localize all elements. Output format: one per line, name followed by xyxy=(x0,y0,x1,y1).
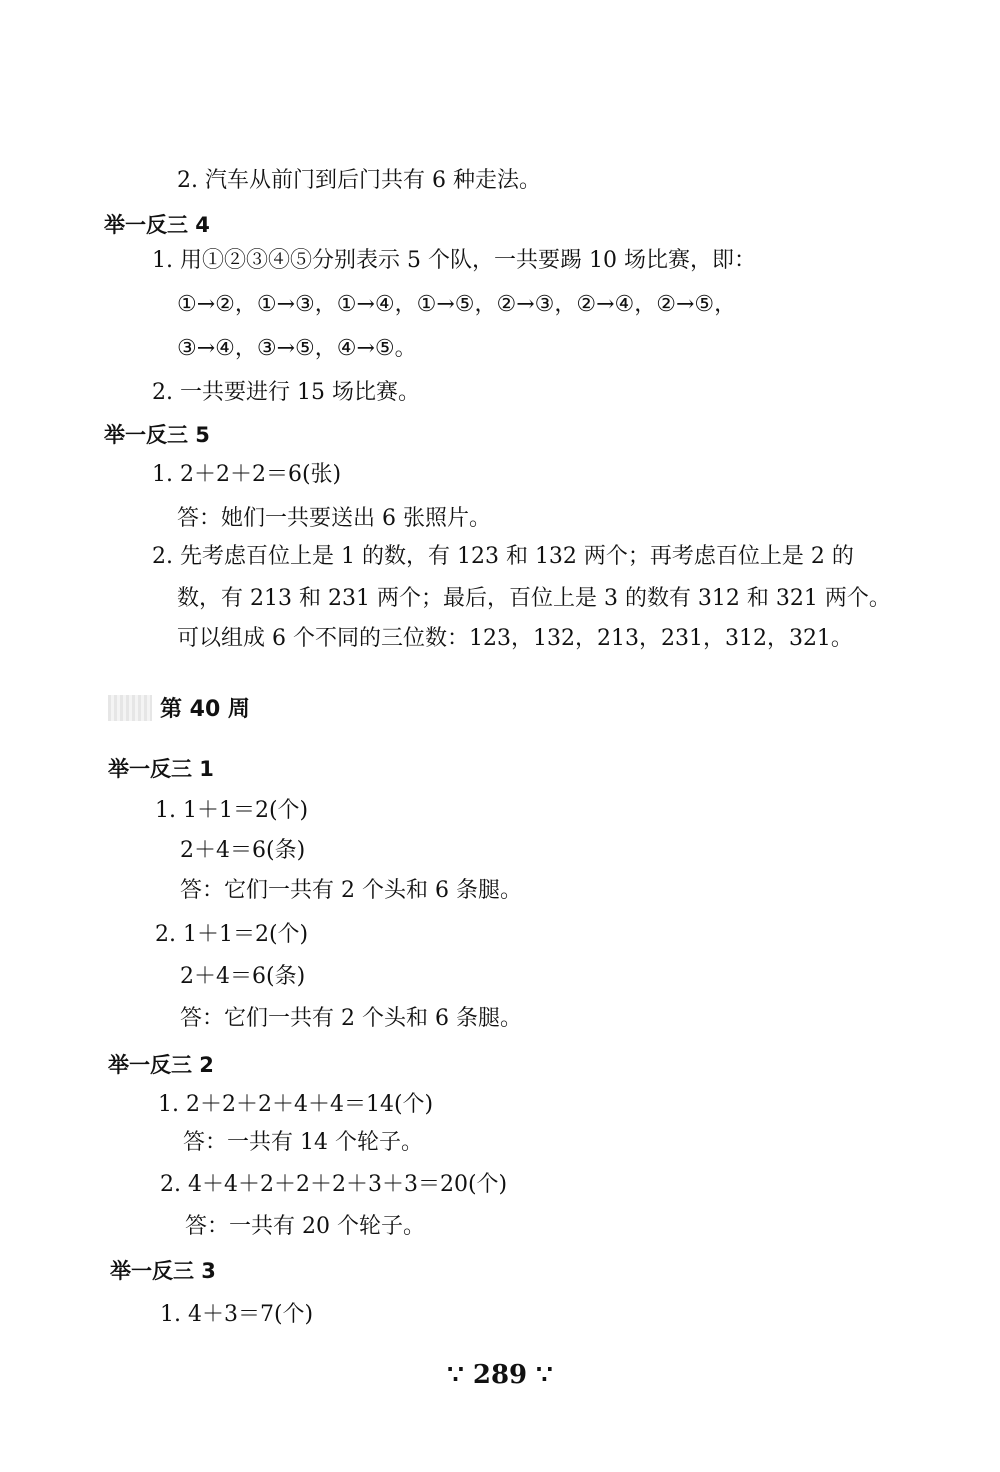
week-heading xyxy=(108,692,250,723)
text-line: 2. 汽车从前门到后门共有 6 种走法。 xyxy=(177,168,541,193)
text-line: 1. 用①②③④⑤分别表示 5 个队，一共要踢 10 场比赛，即： xyxy=(152,248,756,273)
text-line: 2. 4＋4＋2＋2＋2＋3＋3＝20(个) xyxy=(160,1172,508,1197)
section-heading: 举一反三 5 xyxy=(104,423,210,447)
text-line: ①→②，①→③，①→④，①→⑤，②→③，②→④，②→⑤， xyxy=(177,292,737,317)
text-line: 1. 2＋2＋2＋4＋4＝14(个) xyxy=(158,1092,434,1117)
text-line: 2＋4＝6(条) xyxy=(180,838,306,863)
text-line: 2. 1＋1＝2(个) xyxy=(155,922,309,947)
text-line: 数，有 213 和 231 两个；最后，百位上是 3 的数有 312 和 321 两个。 xyxy=(177,586,891,611)
text-line: 1. 1＋1＝2(个) xyxy=(155,798,309,823)
text-line: 答：它们一共有 2 个头和 6 条腿。 xyxy=(180,878,522,903)
decorative-mark xyxy=(108,695,152,721)
section-heading: 举一反三 3 xyxy=(110,1259,216,1283)
week-title: 第 40 周 xyxy=(160,697,250,722)
text-line: 答：它们一共有 2 个头和 6 条腿。 xyxy=(180,1006,522,1031)
text-line: 2. 一共要进行 15 场比赛。 xyxy=(152,380,420,405)
text-line: 1. 4＋3＝7(个) xyxy=(160,1302,314,1327)
page-number: ∵ 289 ∵ xyxy=(447,1360,553,1390)
text-line: 答：一共有 14 个轮子。 xyxy=(183,1130,423,1155)
text-line: 答：她们一共要送出 6 张照片。 xyxy=(177,506,491,531)
section-heading: 举一反三 2 xyxy=(108,1053,214,1077)
text-line: 1. 2＋2＋2＝6(张) xyxy=(152,462,342,487)
text-line: 可以组成 6 个不同的三位数：123，132，213，231，312，321。 xyxy=(177,626,853,651)
text-line: ③→④，③→⑤，④→⑤。 xyxy=(177,336,417,361)
section-heading: 举一反三 4 xyxy=(104,213,210,237)
text-line: 2. 先考虑百位上是 1 的数，有 123 和 132 两个；再考虑百位上是 2 的 xyxy=(152,544,854,569)
text-line: 2＋4＝6(条) xyxy=(180,964,306,989)
text-line: 答：一共有 20 个轮子。 xyxy=(185,1214,425,1239)
section-heading: 举一反三 1 xyxy=(108,757,214,781)
